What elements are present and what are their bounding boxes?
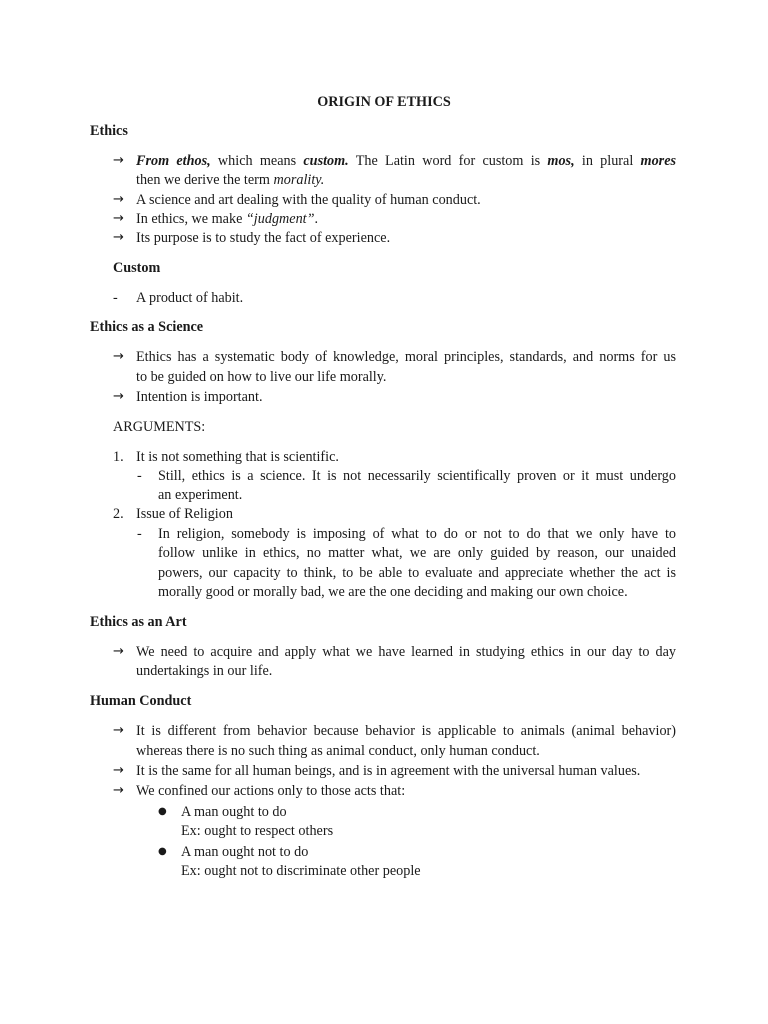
argument-2-sub-line-4: morally good or morally bad, we are the one deciding and making our own choice. xyxy=(158,584,628,600)
ethics-item-1-line-2: then we derive the term morality. xyxy=(136,172,325,188)
ethics-item-2: A science and art dealing with the quality of human conduct. xyxy=(136,192,481,208)
conduct-bullet-1: A man ought to do xyxy=(181,804,287,820)
arrow-icon: → xyxy=(113,763,124,778)
conduct-item-2: It is the same for all human beings, and is in agreement with the universal human values. xyxy=(136,763,641,779)
argument-1-sub-line-1: Still, ethics is a science. It is not necessarily scientifically proven or it must undergo xyxy=(158,468,676,484)
ethics-item-3: In ethics, we make “judgment”. xyxy=(136,211,319,227)
conduct-item-1-line-2: whereas there is no such thing as animal conduct, only human conduct. xyxy=(136,743,540,759)
arrow-icon: → xyxy=(113,783,124,798)
conduct-bullet-2-example: Ex: ought not to discriminate other people xyxy=(181,863,421,879)
heading-ethics-art: Ethics as an Art xyxy=(90,614,187,630)
arrow-icon: → xyxy=(113,349,124,364)
argument-1: It is not something that is scientific. xyxy=(136,449,339,465)
conduct-item-3: We confined our actions only to those acts that: xyxy=(136,783,406,799)
argument-1-sub-line-2: an experiment. xyxy=(158,487,243,503)
dash-marker: - xyxy=(113,290,118,306)
custom-item: A product of habit. xyxy=(136,290,244,306)
bullet-icon: ● xyxy=(158,806,167,817)
page-title: ORIGIN OF ETHICS xyxy=(317,94,451,110)
list-number: 1. xyxy=(113,449,124,465)
dash-marker: - xyxy=(137,468,142,484)
arrow-icon: → xyxy=(113,153,124,168)
arguments-label: ARGUMENTS: xyxy=(113,419,206,435)
art-item-1-line-1: We need to acquire and apply what we have learned in studying ethics in our day to day xyxy=(136,644,676,660)
science-item-1-line-1: Ethics has a systematic body of knowledge, moral principles, standards, and norms for us xyxy=(136,349,676,365)
conduct-item-1-line-1: It is different from behavior because behavior is applicable to animals (animal behavior) xyxy=(136,723,676,739)
argument-2-sub-line-3: powers, our capacity to think, to be able to evaluate and appreciate whether the act is xyxy=(158,565,676,581)
conduct-bullet-2: A man ought not to do xyxy=(181,844,309,860)
argument-2-sub-line-2: follow unlike in ethics, no matter what, we are only guided by reason, our unaided xyxy=(158,545,676,561)
arrow-icon: → xyxy=(113,192,124,207)
list-number: 2. xyxy=(113,506,124,522)
conduct-bullet-1-example: Ex: ought to respect others xyxy=(181,823,334,839)
argument-2-sub-line-1: In religion, somebody is imposing of what to do or not to do that we only have to xyxy=(158,526,676,542)
science-item-1-line-2: to be guided on how to live our life morally. xyxy=(136,369,387,385)
arrow-icon: → xyxy=(113,723,124,738)
heading-ethics-science: Ethics as a Science xyxy=(90,319,204,335)
arrow-icon: → xyxy=(113,644,124,659)
heading-ethics: Ethics xyxy=(90,123,128,139)
arrow-icon: → xyxy=(113,389,124,404)
arrow-icon: → xyxy=(113,230,124,245)
ethics-item-1-line-1: From ethos, which means custom. The Latin word for custom is mos, in plural mores xyxy=(136,153,677,169)
heading-human-conduct: Human Conduct xyxy=(90,693,192,709)
art-item-1-line-2: undertakings in our life. xyxy=(136,663,273,679)
heading-custom: Custom xyxy=(113,260,161,276)
argument-2: Issue of Religion xyxy=(136,506,233,522)
science-item-2: Intention is important. xyxy=(136,389,263,405)
dash-marker: - xyxy=(137,526,142,542)
ethics-item-4: Its purpose is to study the fact of experience. xyxy=(136,230,391,246)
arrow-icon: → xyxy=(113,211,124,226)
bullet-icon: ● xyxy=(158,846,167,857)
